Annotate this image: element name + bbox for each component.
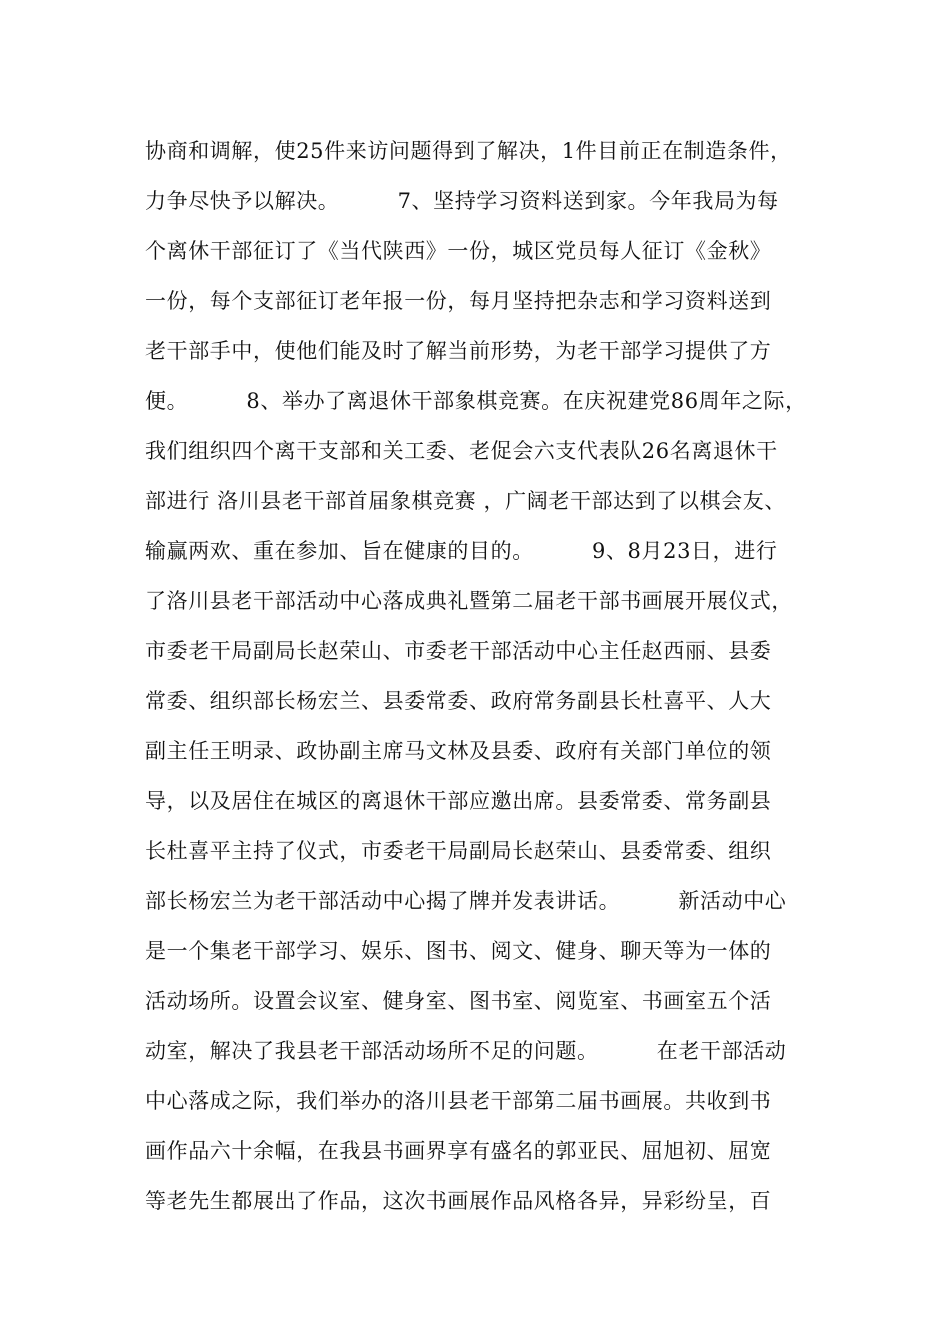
text-line: 力争尽快予以解决。 7、坚持学习资料送到家。今年我局为每 xyxy=(145,189,779,213)
text-line: 副主任王明录、政协副主席马文林及县委、政府有关部门单位的领 xyxy=(145,739,772,763)
text-line: 等老先生都展出了作品，这次书画展作品风格各异，异彩纷呈，百 xyxy=(145,1189,772,1213)
text-line: 画作品六十余幅，在我县书画界享有盛名的郭亚民、屈旭初、屈宽 xyxy=(145,1139,772,1163)
text-line: 便。 8、举办了离退休干部象棋竞赛。在庆祝建党86周年之际， xyxy=(145,389,807,413)
text-line: 长杜喜平主持了仪式，市委老干局副局长赵荣山、县委常委、组织 xyxy=(145,839,772,863)
text-line: 导，以及居住在城区的离退休干部应邀出席。县委常委、常务副县 xyxy=(145,789,772,813)
text-line: 活动场所。设置会议室、健身室、图书室、阅览室、书画室五个活 xyxy=(145,989,772,1013)
text-line: 一份，每个支部征订老年报一份，每月坚持把杂志和学习资料送到 xyxy=(145,289,772,313)
text-line: 是一个集老干部学习、娱乐、图书、阅文、健身、聊天等为一体的 xyxy=(145,939,772,963)
text-line: 动室，解决了我县老干部活动场所不足的问题。 在老干部活动 xyxy=(145,1039,787,1063)
text-line: 市委老干局副局长赵荣山、市委老干部活动中心主任赵西丽、县委 xyxy=(145,639,772,663)
text-line: 我们组织四个离干支部和关工委、老促会六支代表队26名离退休干 xyxy=(145,439,778,463)
text-line: 部进行 洛川县老干部首届象棋竞赛 ，广阔老干部达到了以棋会友、 xyxy=(145,489,786,513)
text-line: 常委、组织部长杨宏兰、县委常委、政府常务副县长杜喜平、人大 xyxy=(145,689,772,713)
text-line: 协商和调解，使25件来访问题得到了解决，1件目前正在制造条件， xyxy=(145,139,792,163)
body-text xyxy=(145,126,845,1226)
text-line: 个离休干部征订了《当代陕西》一份，城区党员每人征订《金秋》 xyxy=(145,239,772,263)
text-line: 中心落成之际，我们举办的洛川县老干部第二届书画展。共收到书 xyxy=(145,1089,772,1113)
text-line: 输赢两欢、重在参加、旨在健康的目的。 9、8月23日，进行 xyxy=(145,539,778,563)
text-line: 老干部手中，使他们能及时了解当前形势，为老干部学习提供了方 xyxy=(145,339,772,363)
text-line: 部长杨宏兰为老干部活动中心揭了牌并发表讲话。 新活动中心 xyxy=(145,889,787,913)
text-line: 了洛川县老干部活动中心落成典礼暨第二届老干部书画展开展仪式， xyxy=(145,589,793,613)
